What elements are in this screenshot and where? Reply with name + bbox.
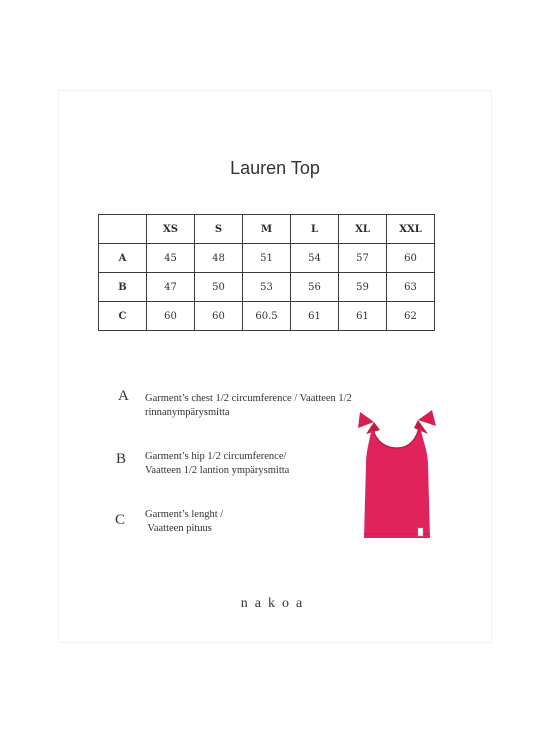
table-cell: 50 [195,273,243,302]
table-cell: 60 [147,302,195,331]
table-cell: 61 [339,302,387,331]
legend-text-line: rinnanympärysmitta [145,407,230,418]
table-cell: 56 [291,273,339,302]
row-label: A [99,244,147,273]
table-cell: 60.5 [243,302,291,331]
table-cell: 60 [387,244,435,273]
header-cell [99,215,147,244]
table-cell: 57 [339,244,387,273]
header-cell-xxl: XXL [387,215,435,244]
brand-logo: nakoa [240,596,310,611]
header-cell-xs: XS [147,215,195,244]
tank-top-icon [352,404,442,542]
legend-text-a [145,392,352,420]
legend-letter-c: C [115,512,126,528]
legend-text-line: Garment’s chest 1/2 circumference / Vaatteen 1/2 [145,393,352,404]
table-row [99,273,435,302]
legend-letter-a: A [118,388,129,404]
table-cell: 62 [387,302,435,331]
header-cell-s: S [195,215,243,244]
table-header-row [99,215,435,244]
table-cell: 59 [339,273,387,302]
header-cell-m: M [243,215,291,244]
row-label: C [99,302,147,331]
legend-text-line: Vaatteen pituus [145,523,212,534]
legend-text-c [145,508,223,536]
table-row [99,244,435,273]
table-cell: 53 [243,273,291,302]
legend-text-line: Vaatteen 1/2 lantion ympärysmitta [145,465,290,476]
right-bow-icon [418,410,436,426]
table-cell: 51 [243,244,291,273]
legend-text-line: Garment’s hip 1/2 circumference/ [145,451,287,462]
header-cell-xl: XL [339,215,387,244]
table-cell: 45 [147,244,195,273]
table-cell: 48 [195,244,243,273]
legend-letter-b: B [116,451,127,467]
header-cell-l: L [291,215,339,244]
table-cell: 54 [291,244,339,273]
table-row [99,302,435,331]
table-cell: 60 [195,302,243,331]
legend-text-line: Garment’s lenght / [145,509,224,520]
legend-text-b [145,450,289,478]
size-table [98,214,435,331]
table-cell: 47 [147,273,195,302]
product-title: Lauren Top [230,158,320,178]
table-cell: 63 [387,273,435,302]
row-label: B [99,273,147,302]
table-cell: 61 [291,302,339,331]
